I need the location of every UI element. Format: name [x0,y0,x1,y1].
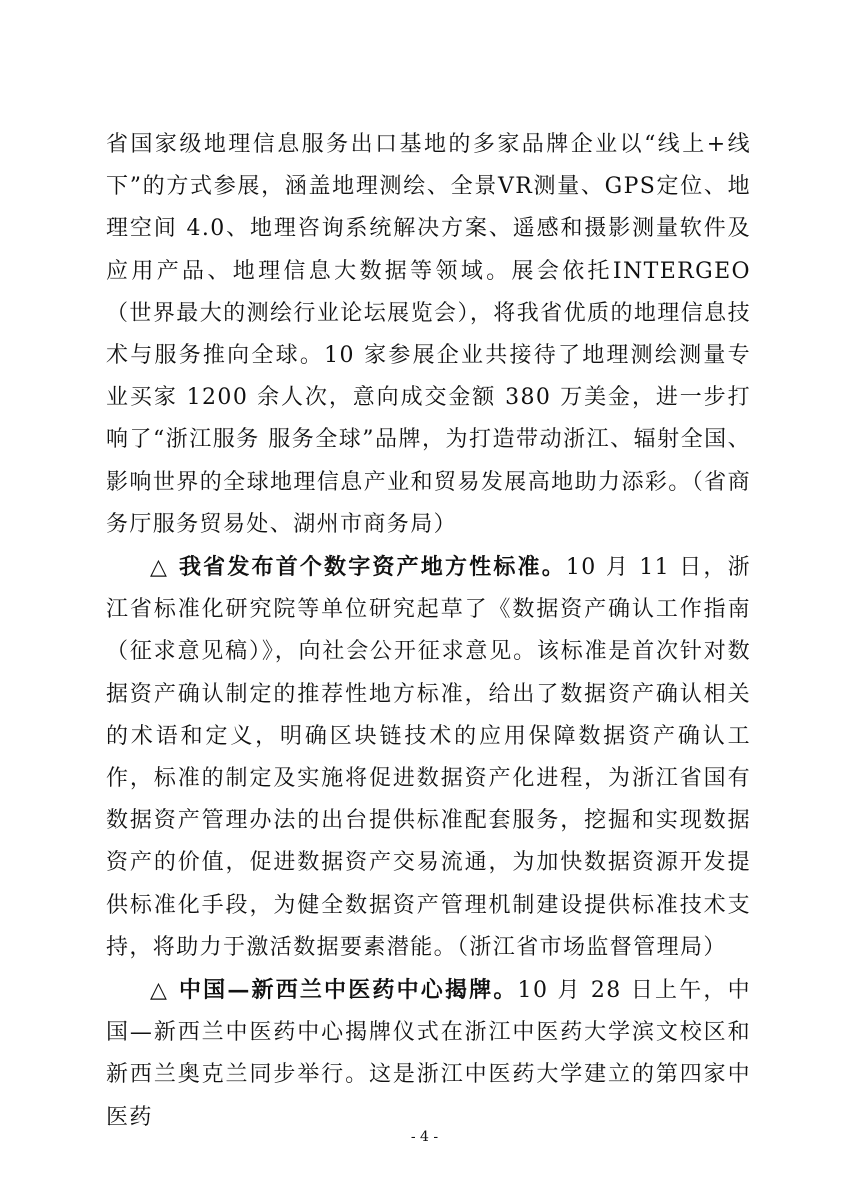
paragraph-export-base [106,124,751,546]
paragraph-body: 10 月 28 日上午，中国—新西兰中医药中心揭牌仪式在浙江中医药大学滨文校区和新西兰奥克兰同步举行。这是浙江中医药大学建立的第四家中医药 [106,978,751,1130]
triangle-bullet-icon: △ [150,977,179,1004]
paragraph-body: 省国家级地理信息服务出口基地的多家品牌企业以“线上+线下”的方式参展，涵盖地理测绘、全景VR测量、GPS定位、地理空间 4.0、地理咨询系统解决方案、遥感和摄影测量软件及应用产品、地理信息大数据等领域。展会依托INTERGEO（世界最大的测绘行业论坛展览会），将我省优质的地理信息技术与服务推向全球。10 家参展企业共接待了地理测绘测量专业买家 1200 余人次，意向成交金额 380 万美金，进一步打响了“浙江服务 服务全球”品牌，为打造带动浙江、辐射全国、影响世界的全球地理信息产业和贸易发展高地助力添彩。（省商务厅服务贸易处、湖州市商务局） [106,132,751,537]
paragraph-heading: 中国—新西兰中医药中心揭牌。 [178,977,518,1004]
paragraph-body: 10 月 11 日，浙江省标准化研究院等单位研究起草了《数据资产确认工作指南（征求意见稿）》，向社会公开征求意见。该标准是首次针对数据资产确认制定的推荐性地方标准，给出了数据资产确认相关的术语和定义，明确区块链技术的应用保障数据资产确认工作，标准的制定及实施将促进数据资产化进程，为浙江省国有数据资产管理办法的出台提供标准配套服务，挖掘和实现数据资产的价值，促进数据资产交易流通，为加快数据资源开发提供标准化手段，为健全数据资产管理机制建设提供标准技术支持，将助力于激活数据要素潜能。（浙江省市场监督管理局） [106,555,751,960]
paragraph-tcm-center [106,969,751,1139]
paragraph-digital-asset-standard [106,546,751,969]
triangle-bullet-icon: △ [150,554,179,581]
paragraph-heading: 我省发布首个数字资产地方性标准。 [178,554,566,581]
document-body [106,124,751,1139]
page-number: - 4 - [410,1129,439,1145]
